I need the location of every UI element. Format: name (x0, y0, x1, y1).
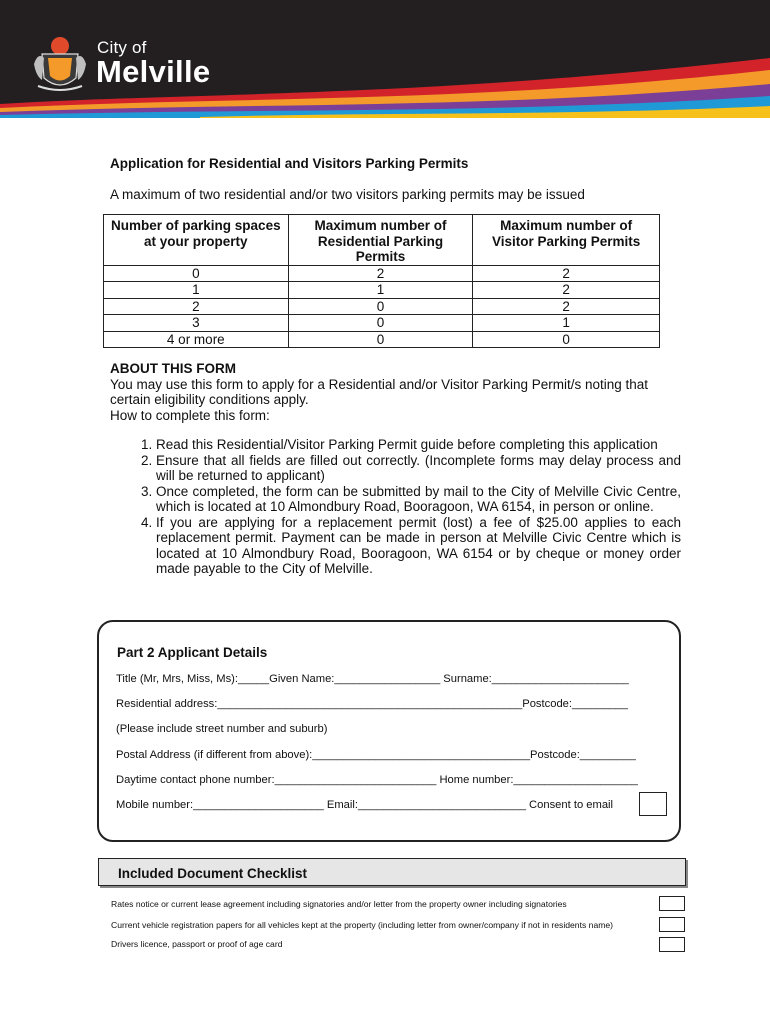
permits-table (103, 214, 660, 348)
instructions-list (130, 437, 681, 577)
table-cell: 2 (104, 298, 289, 315)
header-banner (0, 0, 770, 118)
table-row (104, 282, 660, 299)
column-header-spaces: Number of parking spaces at your property (104, 215, 289, 266)
about-how-to: How to complete this form: (110, 407, 270, 423)
checklist-checkbox-vehicle[interactable] (659, 917, 685, 932)
column-header-visitor: Maximum number of Visitor Parking Permits (473, 215, 660, 266)
document-title: Application for Residential and Visitors Parking Permits (110, 156, 469, 171)
mobile-email-fields[interactable]: Mobile number:_____________________ Email:___________________________ Consent to email (116, 799, 614, 811)
table-row (104, 315, 660, 332)
checklist-item-rates: Rates notice or current lease agreement including signatories and/or letter from the property owner including signatories (111, 899, 567, 909)
intro-text: A maximum of two residential and/or two visitors parking permits may be issued (110, 187, 585, 202)
table-cell: 2 (288, 265, 473, 282)
checklist-item-vehicle: Current vehicle registration papers for all vehicles kept at the property (including letter from owner/company if not in residents name) (111, 920, 614, 930)
about-heading: ABOUT THIS FORM (110, 361, 236, 376)
city-crest-icon (30, 34, 90, 96)
residential-address-note: (Please include street number and suburb) (116, 723, 328, 735)
table-cell: 2 (473, 265, 660, 282)
table-cell: 0 (288, 315, 473, 332)
table-cell: 1 (288, 282, 473, 299)
table-cell: 0 (288, 331, 473, 348)
table-cell: 4 or more (104, 331, 289, 348)
column-header-residential: Maximum number of Residential Parking Permits (288, 215, 473, 266)
consent-to-email-checkbox[interactable] (639, 792, 667, 816)
title-name-fields[interactable]: Title (Mr, Mrs, Miss, Ms):_____Given Name:_________________ Surname:______________________ (116, 673, 629, 685)
table-cell: 0 (104, 265, 289, 282)
table-row (104, 265, 660, 282)
checklist-item-licence: Drivers licence, passport or proof of age card (111, 939, 283, 949)
checklist-checkbox-licence[interactable] (659, 937, 685, 952)
phone-fields[interactable]: Daytime contact phone number:__________________________ Home number:____________________ (116, 774, 638, 786)
residential-address-field[interactable]: Residential address:_________________________________________________Postcode:_________ (116, 698, 628, 710)
list-item: 1. Read this Residential/Visitor Parking Permit guide before completing this application (156, 437, 681, 453)
table-row (104, 298, 660, 315)
table-cell: 2 (473, 282, 660, 299)
checklist-checkbox-rates[interactable] (659, 896, 685, 911)
table-cell: 0 (288, 298, 473, 315)
table-cell: 3 (104, 315, 289, 332)
logo-melville: Melville (96, 54, 211, 89)
checklist-title: Included Document Checklist (118, 866, 308, 881)
list-item: 2. Ensure that all fields are filled out correctly. (Incomplete forms may delay process and will be returned to applicant) (156, 453, 681, 484)
table-row (104, 331, 660, 348)
table-cell: 1 (104, 282, 289, 299)
logo-city-of: City of (97, 38, 147, 57)
table-cell: 0 (473, 331, 660, 348)
postal-address-field[interactable]: Postal Address (if different from above):___________________________________Postcode:_________ (116, 749, 636, 761)
table-cell: 1 (473, 315, 660, 332)
list-item: 3. Once completed, the form can be submitted by mail to the City of Melville Civic Centre, which is located at 10 Almondbury Road, Booragoon, WA 6154, in person or online. (156, 484, 681, 515)
about-text: You may use this form to apply for a Residential and/or Visitor Parking Permit/s noting that certain eligibility conditions apply. (110, 376, 649, 407)
list-item: 4. If you are applying for a replacement permit (lost) a fee of $25.00 applies to each replacement permit. Payment can be made in person at Melville Civic Centre which is located at 10 Almondbury Road, Booragoon, WA 6154 or by cheque or money order made payable to the City of Melville. (156, 515, 681, 577)
applicant-details-title: Part 2 Applicant Details (117, 645, 268, 660)
about-section (110, 361, 670, 423)
table-cell: 2 (473, 298, 660, 315)
